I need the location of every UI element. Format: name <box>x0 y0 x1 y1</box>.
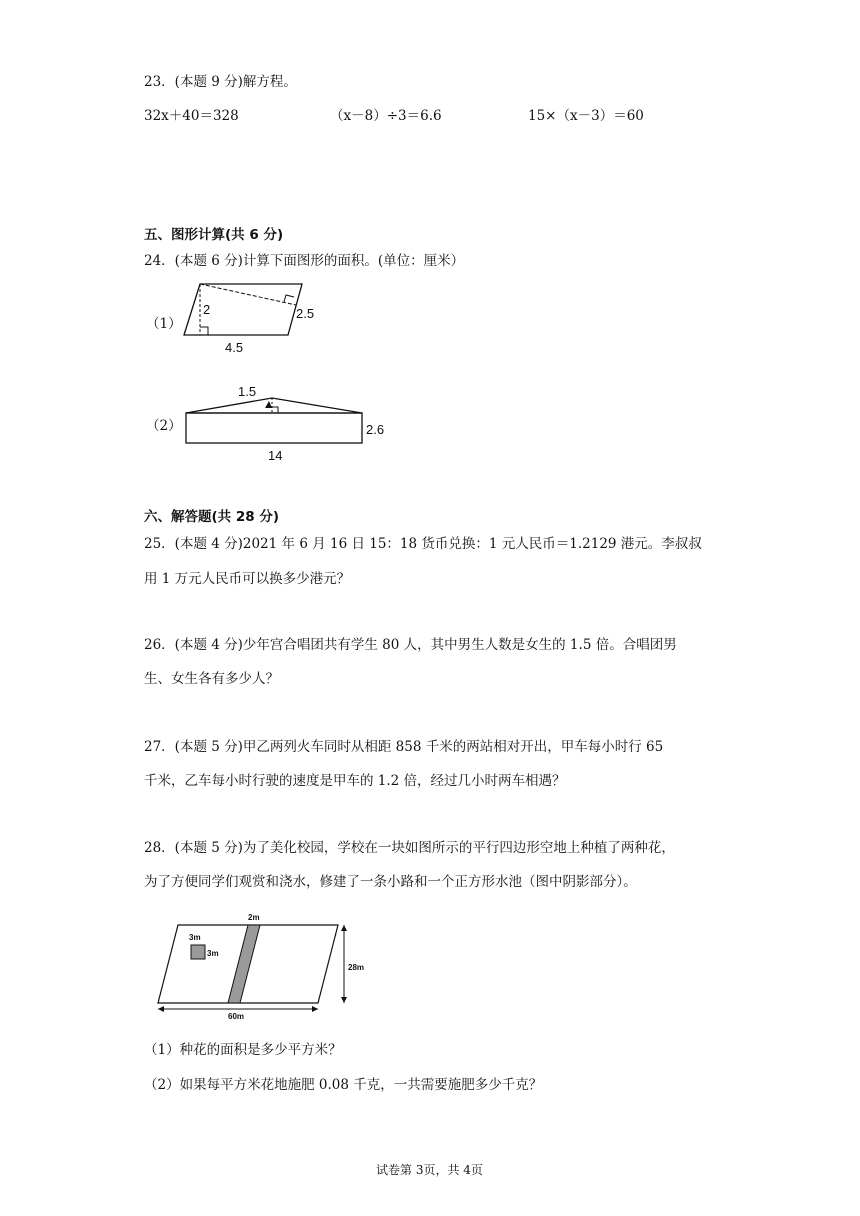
q28-line-1: 28．(本题 5 分)为了美化校园，学校在一块如图所示的平行四边形空地上种植了两种花， <box>144 840 675 856</box>
section-6-heading: 六、解答题(共 28 分) <box>144 509 280 525</box>
q26-line-1: 26．(本题 4 分)少年宫合唱团共有学生 80 人，其中男生人数是女生的 1.5 倍。合唱团男 <box>144 637 677 653</box>
q23-equation-1: 32x＋40＝328 <box>144 108 239 124</box>
q23-equation-3: 15×（x－3）＝60 <box>528 108 644 124</box>
q26-line-2: 生、女生各有多少人？ <box>144 671 279 687</box>
q24-fig1-label: （1） <box>146 316 182 332</box>
q28-pool-top-label: 3m <box>189 933 201 942</box>
q28-sub-question-2: （2）如果每平方米花地施肥 0.08 千克，一共需要施肥多少千克？ <box>144 1077 543 1093</box>
section-5-heading: 五、图形计算(共 6 分) <box>144 227 284 243</box>
q24-fig2-label: （2） <box>146 418 182 434</box>
q28-line-2: 为了方便同学们观赏和浇水，修建了一条小路和一个正方形水池（图中阴影部分）。 <box>144 874 637 890</box>
q27-line-1: 27．(本题 5 分)甲乙两列火车同时从相距 858 千米的两站相对开出，甲车每小时行 65 <box>144 739 664 755</box>
q24-title: 24．(本题 6 分)计算下面图形的面积。(单位：厘米） <box>144 253 465 269</box>
q28-pool-side-label: 3m <box>207 949 219 958</box>
q24-fig2-tri-height-label: 1.5 <box>238 384 257 399</box>
q23-equation-2: （x－8）÷3＝6.6 <box>330 108 442 124</box>
q27-line-2: 千米，乙车每小时行驶的速度是甲车的 1.2 倍，经过几小时两车相遇？ <box>144 773 566 789</box>
q28-base-label: 60m <box>228 1012 245 1021</box>
q24-fig1-base-label: 4.5 <box>225 340 244 355</box>
q24-fig1-height-label: 2 <box>203 302 211 317</box>
q25-line-2: 用 1 万元人民币可以换多少港元？ <box>144 571 351 587</box>
q24-fig1-side-height-label: 2.5 <box>296 306 315 321</box>
q25-line-1: 25．(本题 4 分)2021 年 6 月 16 日 15：18 货币兑换：1 元人民币＝1.2129 港元。李叔叔 <box>144 536 702 552</box>
q24-parallelogram-figure <box>180 280 330 360</box>
q28-sub-question-1: （1）种花的面积是多少平方米？ <box>144 1042 342 1058</box>
q28-garden-figure <box>150 908 370 1023</box>
q23-title: 23．(本题 9 分)解方程。 <box>144 74 297 90</box>
q24-composite-figure <box>180 380 400 465</box>
page-footer: 试卷第 3页，共 4页 <box>376 1163 483 1177</box>
q24-fig2-rect-height-label: 2.6 <box>366 422 385 437</box>
q24-fig2-base-label: 14 <box>268 448 283 463</box>
q28-height-label: 28m <box>348 963 365 972</box>
q28-path-width-label: 2m <box>248 913 260 922</box>
